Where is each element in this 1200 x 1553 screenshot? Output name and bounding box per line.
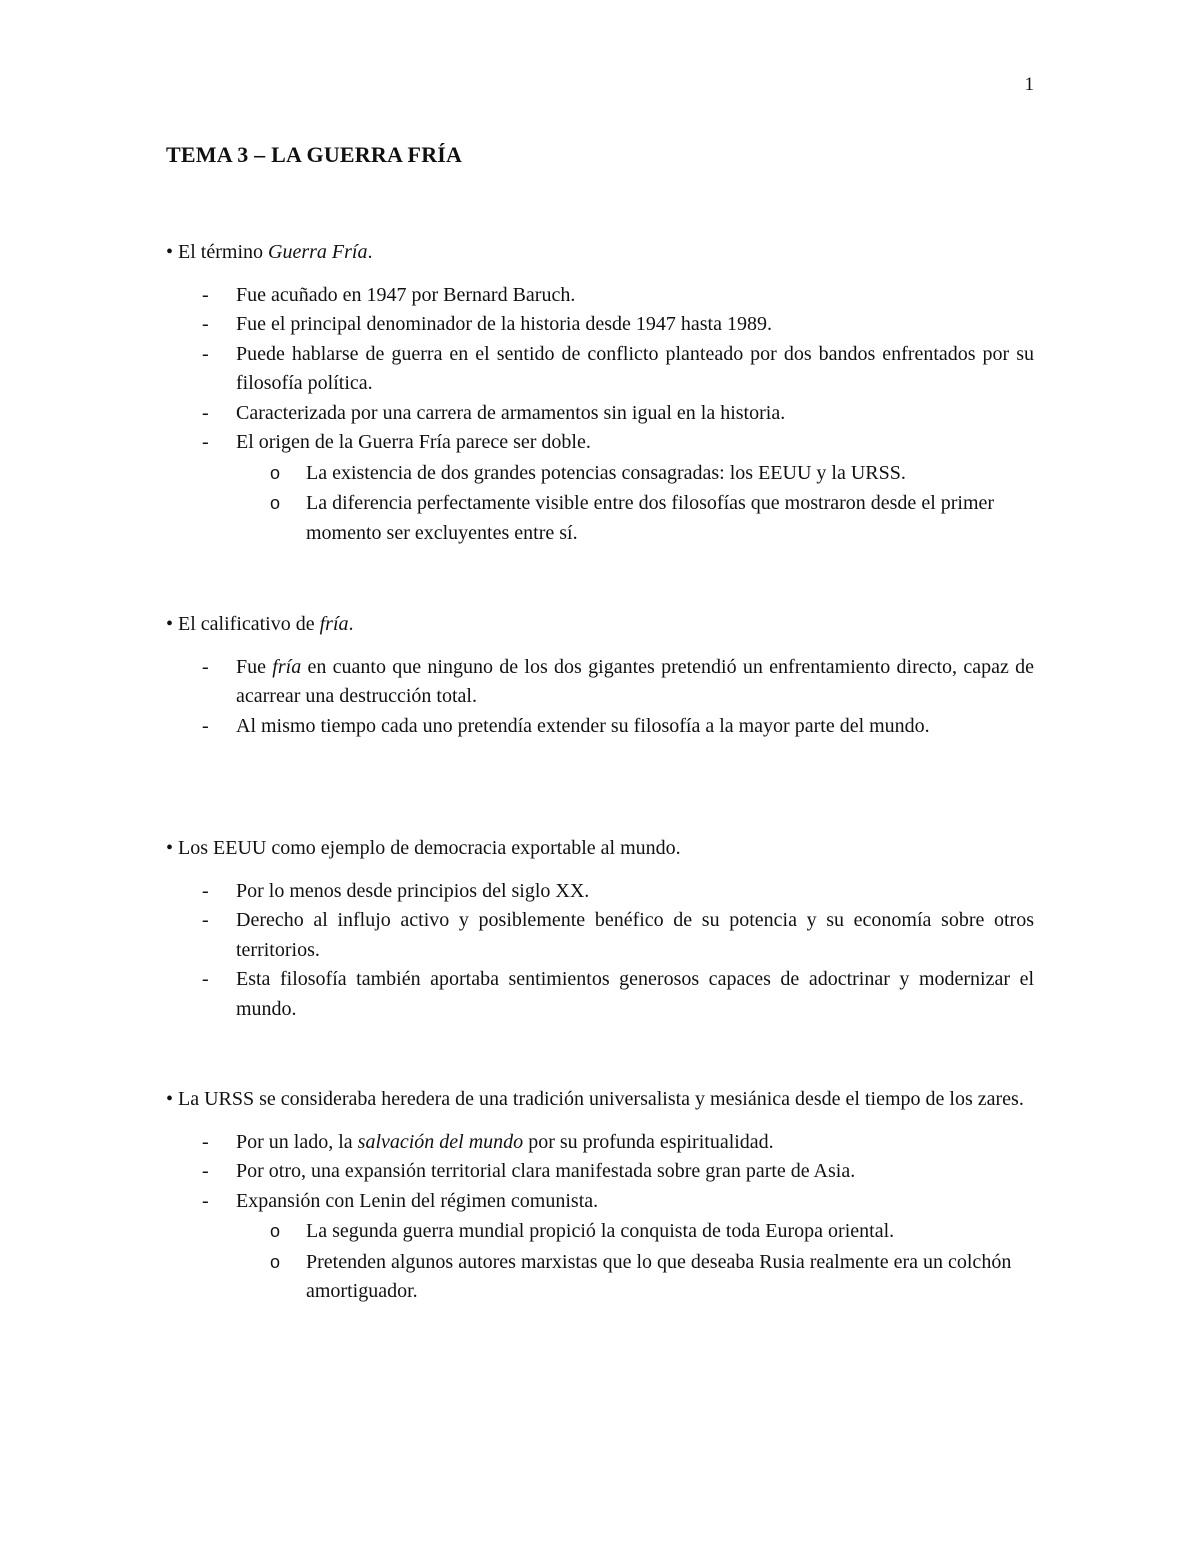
list-item: - Fue acuñado en 1947 por Bernard Baruch. bbox=[166, 281, 1034, 311]
sub-list-item: o La diferencia perfectamente visible entre dos filosofías que mostraron desde el primer momento ser excluyentes entre sí. bbox=[234, 489, 1034, 548]
list-item: - Puede hablarse de guerra en el sentido de conflicto planteado por dos bandos enfrentados por su filosofía política. bbox=[166, 340, 1034, 399]
sub-list bbox=[234, 1217, 1034, 1307]
dash-list bbox=[166, 1128, 1034, 1307]
dash-marker: - bbox=[202, 401, 209, 424]
dash-marker: - bbox=[202, 879, 209, 902]
dash-marker: - bbox=[202, 1160, 209, 1182]
bullet: • bbox=[166, 837, 174, 859]
emphasis: fría bbox=[272, 655, 302, 678]
section-guerra-fria-term bbox=[166, 238, 1034, 548]
emphasis: fría bbox=[319, 613, 349, 635]
emphasis: salvación del mundo bbox=[357, 1130, 524, 1153]
dash-marker: - bbox=[202, 431, 209, 453]
dash-list bbox=[166, 877, 1034, 1025]
circle-marker: o bbox=[270, 462, 281, 483]
list-item: - Expansión con Lenin del régimen comunista. o La segunda guerra mundial propició la conquista de toda Europa oriental. o Pretenden algunos autores marxistas que lo que deseaba Rusia realmente era un colchón amortiguador. bbox=[166, 1187, 1034, 1307]
list-item: - Esta filosofía también aportaba sentimientos generosos capaces de adoctrinar y modernizar el mundo. bbox=[166, 965, 1034, 1024]
page-number: 1 bbox=[1024, 74, 1034, 95]
dash-list bbox=[166, 653, 1034, 742]
section-heading: • Los EEUU como ejemplo de democracia exportable al mundo. bbox=[166, 837, 681, 859]
list-item: - Fue el principal denominador de la historia desde 1947 hasta 1989. bbox=[166, 310, 1034, 340]
dash-marker: - bbox=[202, 342, 209, 365]
emphasis: Guerra Fría bbox=[268, 241, 368, 263]
section-heading: • El término Guerra Fría. bbox=[166, 241, 373, 263]
list-item: - Por lo menos desde principios del siglo XX. bbox=[166, 877, 1034, 907]
dash-marker: - bbox=[202, 1189, 209, 1212]
section-heading: • La URSS se consideraba heredera de una tradición universalista y mesiánica desde el tiempo de los zares. bbox=[166, 1088, 1024, 1110]
list-item: - Fue fría en cuanto que ninguno de los dos gigantes pretendió un enfrentamiento directo, capaz de acarrear una destrucción total. bbox=[166, 653, 1034, 712]
circle-marker: o bbox=[270, 493, 281, 513]
sub-list bbox=[234, 459, 1034, 549]
dash-marker: - bbox=[202, 313, 209, 335]
dash-list bbox=[166, 281, 1034, 549]
list-item: - Caracterizada por una carrera de armamentos sin igual en la historia. bbox=[166, 399, 1034, 429]
document-title: TEMA 3 – LA GUERRA FRÍA bbox=[166, 142, 463, 167]
list-item: - El origen de la Guerra Fría parece ser doble. o La existencia de dos grandes potencias consagradas: los EEUU y la URSS. o La diferencia perfectamente visible entre dos filosofías que mostraron desde el primer momento ser excluyentes entre sí. bbox=[166, 428, 1034, 548]
bullet: • bbox=[166, 241, 174, 263]
dash-marker: - bbox=[202, 283, 209, 306]
dash-marker: - bbox=[202, 968, 209, 990]
circle-marker: o bbox=[270, 1221, 281, 1241]
bullet: • bbox=[166, 1088, 174, 1110]
list-item: - Al mismo tiempo cada uno pretendía extender su filosofía a la mayor parte del mundo. bbox=[166, 712, 1034, 742]
list-item: - Por otro, una expansión territorial clara manifestada sobre gran parte de Asia. bbox=[166, 1157, 1034, 1187]
bullet: • bbox=[166, 613, 174, 635]
section-calificativo-fria bbox=[166, 610, 1034, 741]
circle-marker: o bbox=[270, 1251, 281, 1272]
sub-list-item: o La segunda guerra mundial propició la conquista de toda Europa oriental. bbox=[234, 1217, 1034, 1247]
section-urss bbox=[166, 1085, 1034, 1307]
dash-marker: - bbox=[202, 909, 209, 931]
section-heading: • El calificativo de fría. bbox=[166, 613, 354, 635]
sub-list-item: o Pretenden algunos autores marxistas que lo que deseaba Rusia realmente era un colchón amortiguador. bbox=[234, 1248, 1034, 1307]
section-eeuu bbox=[166, 834, 1034, 1024]
sub-list-item: o La existencia de dos grandes potencias consagradas: los EEUU y la URSS. bbox=[234, 459, 1034, 489]
list-item: - Por un lado, la salvación del mundo por su profunda espiritualidad. bbox=[166, 1128, 1034, 1158]
dash-marker: - bbox=[202, 655, 209, 678]
dash-marker: - bbox=[202, 1130, 209, 1153]
dash-marker: - bbox=[202, 714, 209, 737]
list-item: - Derecho al influjo activo y posiblemente benéfico de su potencia y su economía sobre otros territorios. bbox=[166, 906, 1034, 965]
